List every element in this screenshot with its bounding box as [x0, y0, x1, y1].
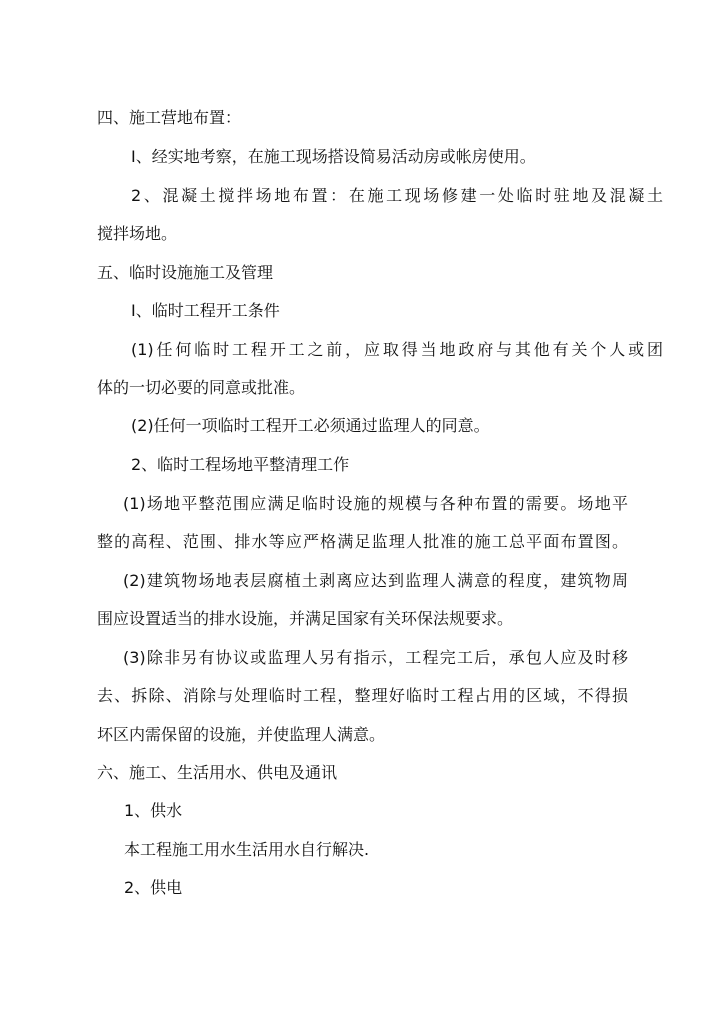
paragraph-line: 整的高程、范围、排水等应严格满足监理人批准的施工总平面布置图。	[97, 532, 628, 551]
paragraph-line: (3)除非另有协议或监理人另有指示，工程完工后，承包人应及时移	[123, 648, 628, 667]
subheading: 2、临时工程场地平整清理工作	[131, 455, 350, 474]
paragraph-line: 体的一切必要的同意或批准。	[97, 378, 306, 397]
paragraph-line: 搅拌场地。	[97, 224, 178, 243]
section-heading-6: 六、施工、生活用水、供电及通讯	[97, 763, 338, 782]
paragraph-line: 坏区内需保留的设施，并使监理人满意。	[97, 725, 386, 744]
paragraph-line: (1)任何临时工程开工之前，应取得当地政府与其他有关个人或团	[131, 340, 663, 359]
paragraph-line: (2)任何一项临时工程开工必须通过监理人的同意。	[131, 416, 490, 435]
subheading: 2、供电	[124, 878, 183, 897]
section-heading-5: 五、临时设施施工及管理	[97, 263, 274, 282]
paragraph-line: (2)建筑物场地表层腐植土剥离应达到监理人满意的程度，建筑物周	[123, 571, 628, 590]
paragraph-line: Ⅰ、经实地考察，在施工现场搭设简易活动房或帐房使用。	[131, 147, 536, 166]
paragraph-line: 去、拆除、消除与处理临时工程，整理好临时工程占用的区域，不得损	[97, 686, 628, 705]
subheading: 1、供水	[124, 801, 183, 820]
paragraph-line: 本工程施工用水生活用水自行解决.	[124, 840, 370, 859]
paragraph-line: 2、混凝土搅拌场地布置：在施工现场修建一处临时驻地及混凝土	[131, 186, 663, 205]
section-heading-4: 四、施工营地布置：	[97, 108, 242, 127]
subheading: Ⅰ、临时工程开工条件	[131, 301, 280, 320]
paragraph-line: 围应设置适当的排水设施，并满足国家有关环保法规要求。	[97, 609, 514, 628]
paragraph-line: (1)场地平整范围应满足临时设施的规模与各种布置的需要。场地平	[123, 494, 628, 513]
